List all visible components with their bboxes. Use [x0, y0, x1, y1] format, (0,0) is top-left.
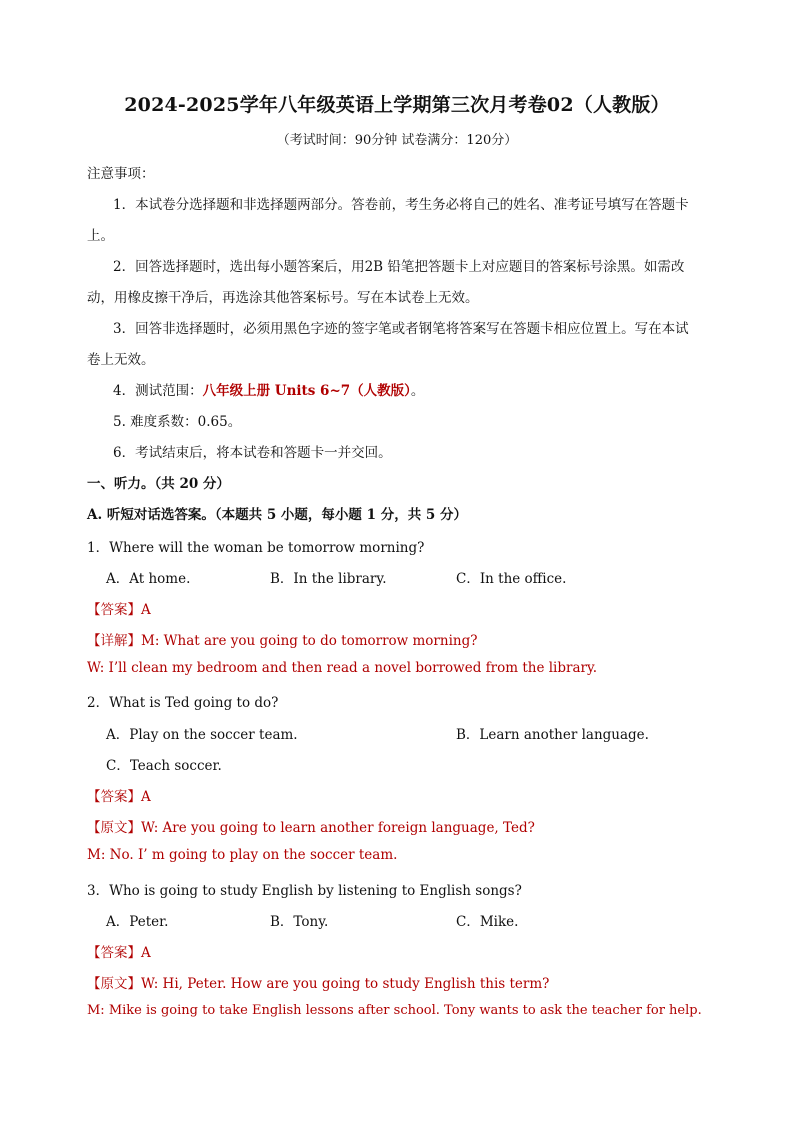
note-4 — [113, 379, 424, 399]
note-5: 5. 难度系数：0.65。 — [113, 414, 242, 430]
part-a-title: A. 听短对话选答案。（本题共 5 小题，每小题 1 分，共 5 分） — [87, 507, 468, 523]
question-2-option-a: A．Play on the soccer team. — [106, 727, 298, 743]
note-4-suffix: 。 — [410, 383, 425, 399]
question-3-detail — [87, 972, 549, 992]
note-2-line-1: 2．回答选择题时，选出每小题答案后，用2B 铅笔把答题卡上对应题目的答案标号涂黑。如需改 — [113, 259, 685, 275]
transcript-line-1: M: What are you going to do tomorrow morning? — [141, 633, 478, 649]
question-1-answer — [87, 598, 151, 618]
page-subtitle: （考试时间：90分钟 试卷满分：120分） — [276, 133, 518, 148]
detail-label: 【原文】 — [87, 820, 141, 836]
note-1-line-1: 1．本试卷分选择题和非选择题两部分。答卷前，考生务必将自己的姓名、准考证号填写在答题卡 — [113, 197, 689, 213]
question-3-option-a: A．Peter. — [106, 914, 169, 930]
question-1-transcript-line-2: W: I’ll clean my bedroom and then read a novel borrowed from the library. — [87, 660, 598, 676]
section-title: 一、听力。（共 20 分） — [87, 476, 230, 492]
note-6: 6．考试结束后，将本试卷和答题卡一并交回。 — [113, 445, 392, 461]
question-3-stem: 3．Who is going to study English by listening to English songs? — [87, 883, 522, 899]
page-title: 2024-2025学年八年级英语上学期第三次月考卷02（人教版） — [124, 94, 670, 116]
transcript-line-1: W: Are you going to learn another foreign language, Ted? — [141, 820, 535, 836]
question-1-stem: 1．Where will the woman be tomorrow morning? — [87, 540, 425, 556]
question-2-detail — [87, 816, 535, 836]
note-3-line-2: 卷上无效。 — [87, 352, 155, 368]
note-4-prefix: 4．测试范围： — [113, 383, 203, 399]
question-2-transcript-line-2: M: No. I’ m going to play on the soccer team. — [87, 847, 398, 863]
question-2-option-b: B．Learn another language. — [456, 727, 649, 743]
notes-heading: 注意事项： — [87, 166, 155, 182]
question-3-transcript-line-2: M: Mike is going to take English lessons after school. Tony wants to ask the teacher for help. — [87, 1003, 702, 1018]
question-3-option-c: C．Mike. — [456, 914, 519, 930]
answer-value: A — [141, 602, 151, 618]
question-1-detail — [87, 629, 477, 649]
question-2-answer — [87, 785, 151, 805]
transcript-line-1: W: Hi, Peter. How are you going to study English this term? — [141, 976, 550, 992]
answer-label: 【答案】 — [87, 945, 141, 961]
answer-label: 【答案】 — [87, 602, 141, 618]
question-3-answer — [87, 941, 151, 961]
answer-value: A — [141, 789, 151, 805]
detail-label: 【详解】 — [87, 633, 141, 649]
question-2-stem: 2．What is Ted going to do? — [87, 695, 279, 711]
note-2-line-2: 动，用橡皮擦干净后，再选涂其他答案标号。写在本试卷上无效。 — [87, 290, 479, 306]
question-1-option-a: A．At home. — [106, 571, 191, 587]
question-3-option-b: B．Tony. — [270, 914, 329, 930]
question-1-option-b: B．In the library. — [270, 571, 387, 587]
answer-value: A — [141, 945, 151, 961]
note-1-line-2: 上。 — [87, 228, 114, 244]
answer-label: 【答案】 — [87, 789, 141, 805]
note-3-line-1: 3．回答非选择题时，必须用黑色字迹的签字笔或者钢笔将答案写在答题卡相应位置上。写在本试 — [113, 321, 689, 337]
note-4-test-range: 八年级上册 Units 6~7（人教版） — [202, 383, 411, 399]
question-2-option-c: C．Teach soccer. — [106, 758, 222, 774]
question-1-option-c: C．In the office. — [456, 571, 567, 587]
detail-label: 【原文】 — [87, 976, 141, 992]
